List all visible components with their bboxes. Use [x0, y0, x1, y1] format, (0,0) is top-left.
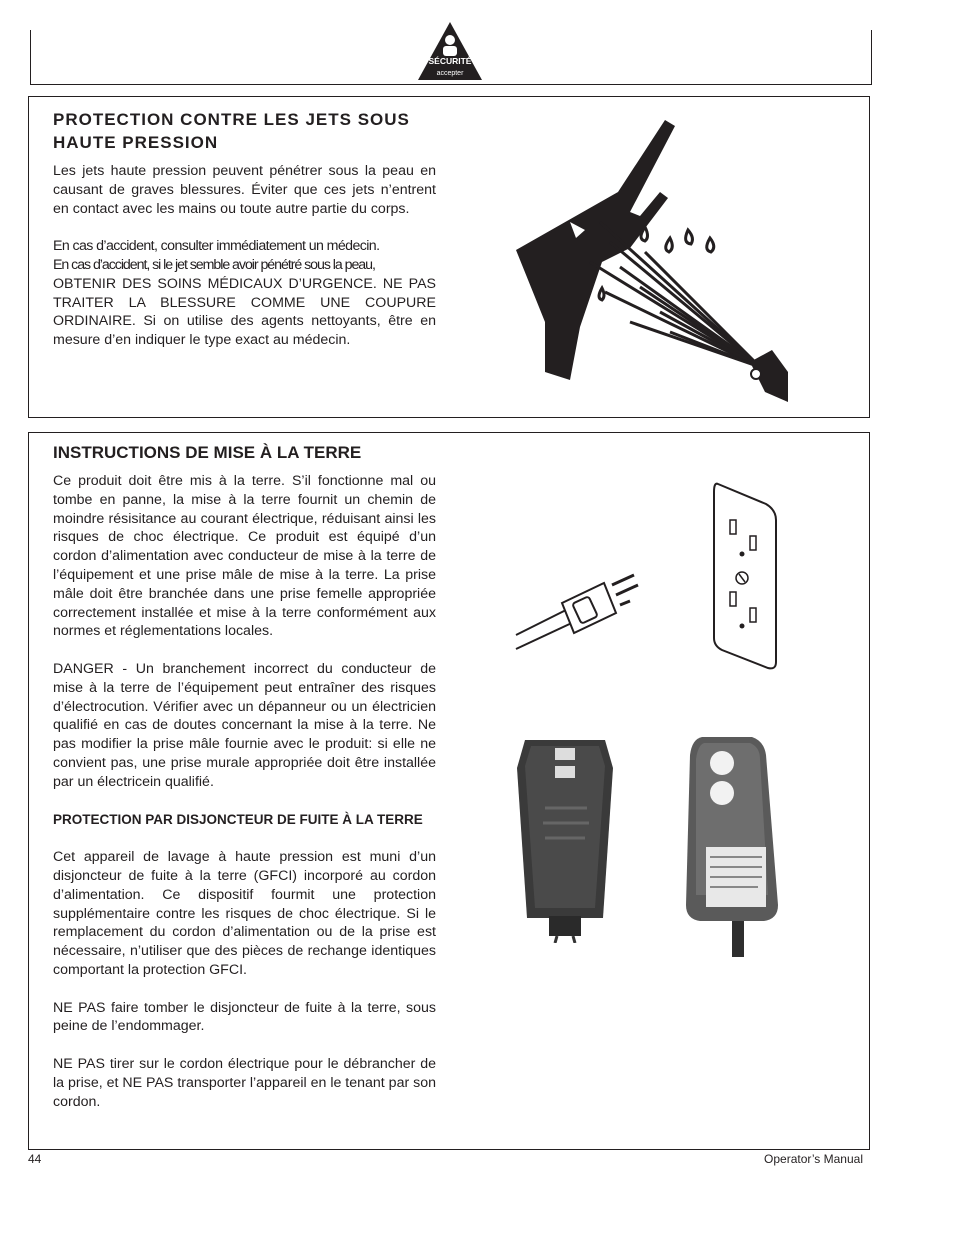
grounding-text — [53, 441, 436, 1111]
gfci-receptacle-photo — [682, 735, 782, 957]
wall-outlet-illustration — [712, 480, 782, 672]
hand-spray-illustration — [510, 112, 800, 412]
section-title: INSTRUCTIONS DE MISE À LA TERRE — [53, 443, 362, 462]
paragraph: OBTENIR DES SOINS MÉDICAUX D’URGENCE. NE PAS TRAITER LA BLESSURE COMME UNE COUPURE ORDINAIRE. Si on utilise des agents nettoyants, être en mesure d’en indiquer le type exact au médecin. — [53, 275, 436, 349]
paragraph: Les jets haute pression peuvent pénétrer sous la peau en causant de graves blessures. Éviter que ces jets n’entrent en contact avec les mains ou toute autre partie du corps. — [53, 163, 436, 217]
logo-text-securite: SÉCURITÉ — [428, 56, 472, 66]
safety-alert-logo — [416, 20, 484, 82]
paragraph: En cas d’accident, si le jet semble avoir pénétré sous la peau, — [53, 256, 375, 273]
footer-manual-title: Operator’s Manual — [764, 1152, 863, 1166]
grounded-plug-illustration — [512, 565, 652, 655]
paragraph: Ce produit doit être mis à la terre. S’il fonctionne mal ou tombe en panne, la mise à la terre fournit un chemin de moindre résisitance au courant électrique, réduisant ainsi les risques de choc électrique. Ce produit est équipé d’un cordon d’alimentation avec conducteur de mise à la terre de l’équipement et une prise mâle de mise à la terre. La prise mâle doit être branchée dans une prise femelle appropriée correctement installée et mise à la terre conformément aux normes et réglementations locales. — [53, 473, 436, 640]
paragraph: NE PAS faire tomber le disjoncteur de fuite à la terre, sous peine de l’endommager. — [53, 999, 436, 1035]
paragraph: NE PAS tirer sur le cordon électrique pour le débrancher de la prise, et NE PAS transporter l’appareil en le tenant par son cordon. — [53, 1055, 437, 1110]
gfci-plug-photo — [515, 738, 615, 943]
subsection-title: PROTECTION PAR DISJONCTEUR DE FUITE À LA TERRE — [53, 812, 423, 828]
logo-text-accepter: accepter — [436, 70, 464, 77]
paragraph: Cet appareil de lavage à haute pression est muni d’un disjoncteur de fuite à la terre (GFCI) incorporé au cordon d’alimentation. Ce dispositif fourmit une protection supplémentaire contre les risques de choc électrique. Si le remplacement du cordon d’alimentation ou de la prise est nécessaire, n’utiliser que des pièces de rechange identiques comportant la protection GFCI. — [53, 849, 436, 978]
page-number: 44 — [28, 1152, 42, 1166]
section-title: PROTECTION CONTRE LES JETS SOUS HAUTE PRESSION — [53, 110, 410, 152]
high-pressure-text — [53, 108, 436, 350]
paragraph: DANGER - Un branchement incorrect du conducteur de mise à la terre de l’équipement peut entraîner des risques d’électrocution. Vérifier avec un dépanneur ou un électricien qualifié en cas de doutes concernant la mise à la terre. Ne pas modifier la prise mâle fournie avec le produit: si elle ne convient pas, une prise murale appropriée doit être installée par un électricein qualifié. — [53, 660, 436, 790]
paragraph: En cas d’accident, consulter immédiatement un médecin. — [53, 238, 380, 255]
